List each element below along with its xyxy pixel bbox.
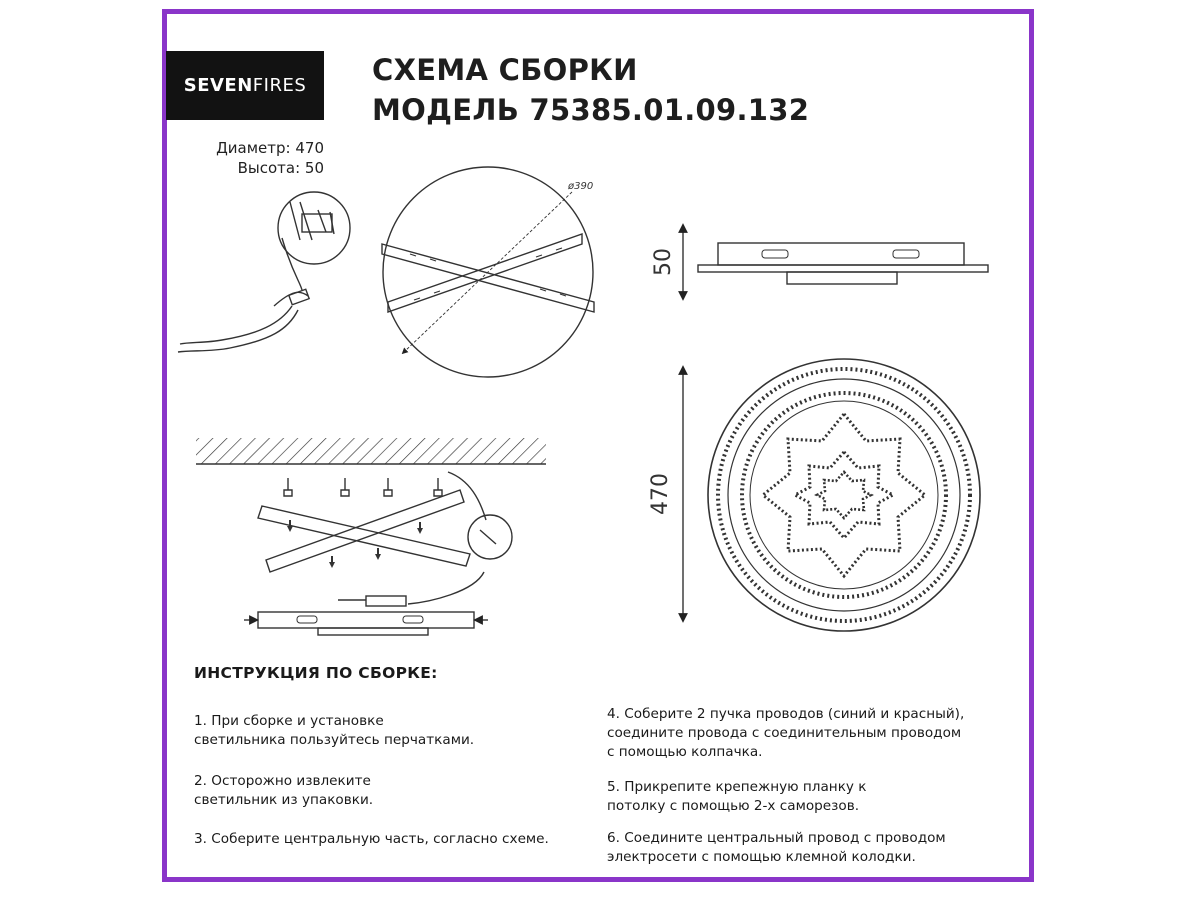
lamp-bottom-side <box>787 272 897 284</box>
step-6-line-2: электросети с помощью клемной колодки. <box>607 849 916 865</box>
instructions-heading: ИНСТРУКЦИЯ ПО СБОРКЕ: <box>194 664 438 682</box>
title-line-2: МОДЕЛЬ 75385.01.09.132 <box>372 93 810 127</box>
star-middle <box>795 452 893 538</box>
install-wire-zoom-circle <box>468 515 512 559</box>
logo-bold-text: SEVEN <box>183 75 253 96</box>
step-4-line-1: 4. Соберите 2 пучка проводов (синий и красный), <box>607 706 965 722</box>
height-text: Высота: 50 <box>237 159 324 177</box>
step-6-line-1: 6. Соедините центральный провод с проводом <box>607 830 946 846</box>
install-bracket-2 <box>266 490 464 572</box>
star-outer <box>763 414 925 576</box>
leader-line <box>282 238 302 290</box>
mounting-plate-view <box>382 167 594 377</box>
instruction-step-1 <box>194 712 474 750</box>
diameter-dim-label: 470 <box>648 473 673 515</box>
screw-anchors <box>284 478 442 496</box>
crystal-ring-inner <box>742 393 946 597</box>
bracket-holes <box>410 248 566 300</box>
height-dim-label: 50 <box>651 248 676 276</box>
install-bracket-1 <box>258 506 470 566</box>
plate-diameter-label: ø390 <box>568 181 594 192</box>
wire-connector-zoom-circle <box>278 192 350 264</box>
side-view-holes <box>762 250 919 258</box>
wiring-detail <box>178 192 350 352</box>
led-driver-box <box>366 596 406 606</box>
connector-wires <box>290 202 334 240</box>
lamp-diffuser-side <box>698 265 988 272</box>
step-3-line-1: 3. Соберите центральную часть, согласно схеме. <box>194 831 549 847</box>
power-cable-2 <box>180 306 292 344</box>
ceiling-hatch <box>196 438 546 464</box>
step-2-line-2: светильник из упаковки. <box>194 792 374 808</box>
lamp-bottom-install <box>318 628 428 635</box>
instruction-step-3 <box>194 830 549 849</box>
star-inner <box>817 472 871 518</box>
crystal-ring-outer <box>718 369 970 621</box>
lamp-outer-ring <box>708 359 980 631</box>
side-view <box>683 228 988 296</box>
step-5-line-1: 5. Прикрепите крепежную планку к <box>607 779 867 795</box>
step-1-line-2: светильника пользуйтесь перчатками. <box>194 732 475 748</box>
title-line-1: СХЕМА СБОРКИ <box>372 53 638 87</box>
instruction-step-2 <box>194 772 373 810</box>
diameter-leader <box>404 192 572 352</box>
step-2-line-1: 2. Осторожно извлеките <box>194 773 371 789</box>
step-4-line-2: соедините провода с соединительным проводом <box>607 725 962 741</box>
instruction-step-5 <box>607 778 866 816</box>
installation-view <box>196 438 546 635</box>
lamp-body-install <box>258 612 474 628</box>
lamp-top-view <box>683 359 980 631</box>
lamp-inner-ring <box>750 401 938 589</box>
instruction-step-6 <box>607 829 946 867</box>
bracket-strip-1 <box>382 244 594 312</box>
driver-cable <box>338 572 484 604</box>
logo-light-text: FIRES <box>252 75 307 96</box>
install-wire <box>448 472 496 544</box>
step-4-line-3: с помощью колпачка. <box>607 744 763 760</box>
connector-icon <box>289 289 309 305</box>
step-5-line-2: потолку с помощью 2-х саморезов. <box>607 798 860 814</box>
power-cable-1 <box>178 310 298 352</box>
step-1-line-1: 1. При сборке и установке <box>194 713 384 729</box>
install-holes <box>297 616 423 623</box>
lamp-body-side <box>718 243 964 265</box>
instruction-step-4 <box>607 705 964 762</box>
diameter-text: Диаметр: 470 <box>216 139 324 157</box>
